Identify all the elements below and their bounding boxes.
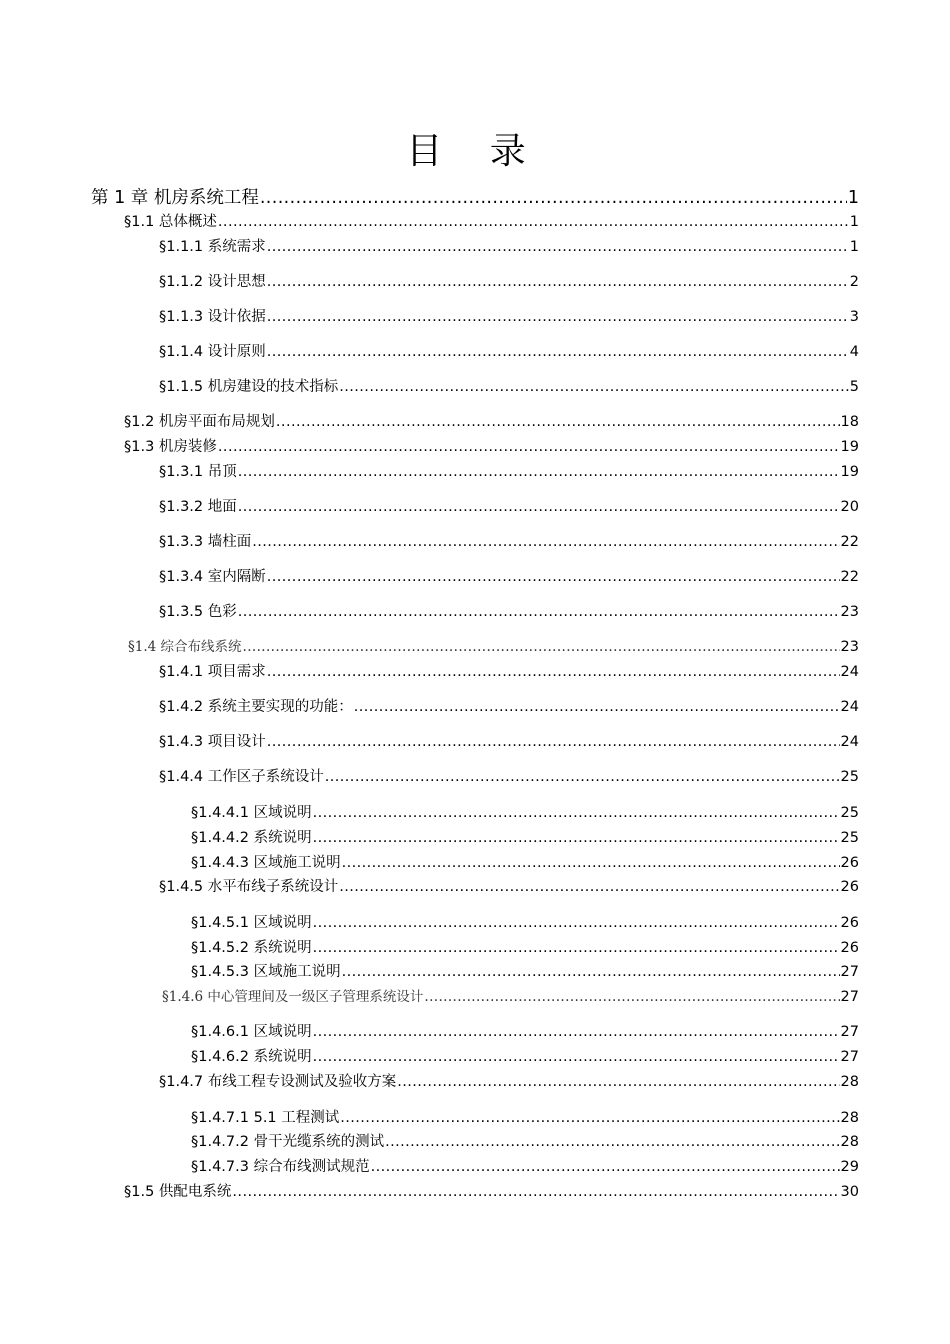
toc-page-number: 25 xyxy=(840,830,859,846)
dot-leader xyxy=(339,877,839,897)
toc-entry-subsection[interactable] xyxy=(159,462,859,482)
toc-entry-subsection[interactable] xyxy=(159,342,859,362)
toc-page-number: 5 xyxy=(849,379,859,395)
toc-page-number: 19 xyxy=(840,464,859,480)
toc-entry-section[interactable] xyxy=(124,412,859,432)
dot-leader xyxy=(424,987,839,1007)
toc-entry-subsubsection[interactable] xyxy=(191,853,859,873)
toc-label: §1.4.7.2 骨干光缆系统的测试 xyxy=(191,1134,385,1150)
toc-label: §1.4.6 中心管理间及一级区子管理系统设计 xyxy=(162,989,424,1005)
toc-entry-subsection[interactable] xyxy=(159,497,859,517)
toc-page-number: 29 xyxy=(840,1159,859,1175)
dot-leader xyxy=(342,853,840,873)
dot-leader xyxy=(313,913,840,933)
dot-leader xyxy=(238,497,840,517)
dot-leader xyxy=(267,662,840,682)
dot-leader xyxy=(267,237,849,257)
toc-label: §1.4.3 项目设计 xyxy=(159,734,266,750)
dot-leader xyxy=(340,1108,839,1128)
toc-page-number: 22 xyxy=(840,569,859,585)
toc-page-number: 24 xyxy=(840,699,859,715)
toc-entry-section[interactable] xyxy=(124,437,859,457)
dot-leader xyxy=(238,462,840,482)
toc-entry-subsection[interactable] xyxy=(159,532,859,552)
dot-leader xyxy=(218,212,849,232)
toc-label: §1.3.3 墙柱面 xyxy=(159,534,252,550)
toc-label: §1.4.4.3 区域施工说明 xyxy=(191,855,341,871)
toc-page-number: 28 xyxy=(840,1110,859,1126)
toc-label: §1.3.5 色彩 xyxy=(159,604,237,620)
dot-leader xyxy=(371,1157,840,1177)
toc-label: §1.4.5.1 区域说明 xyxy=(191,915,312,931)
toc-page-number: 2 xyxy=(849,274,859,290)
toc-label: §1.4.4.1 区域说明 xyxy=(191,805,312,821)
toc-page-number: 23 xyxy=(840,639,859,655)
dot-leader xyxy=(397,1072,839,1092)
toc-entry-subsection[interactable] xyxy=(159,697,859,717)
dot-leader xyxy=(339,377,849,397)
dot-leader xyxy=(313,938,840,958)
toc-entry-subsubsection[interactable] xyxy=(191,803,859,823)
toc-page-number: 26 xyxy=(840,879,859,895)
dot-leader xyxy=(313,1047,840,1067)
toc-label: §1.1.1 系统需求 xyxy=(159,239,266,255)
toc-label: §1.1.3 设计依据 xyxy=(159,309,266,325)
toc-label: §1.5 供配电系统 xyxy=(124,1184,232,1200)
toc-entry-subsubsection[interactable] xyxy=(191,1108,859,1128)
toc-entry-subsection[interactable] xyxy=(159,377,859,397)
toc-label: §1.3.1 吊顶 xyxy=(159,464,237,480)
toc-page-number: 4 xyxy=(849,344,859,360)
toc-page-number: 27 xyxy=(840,1049,859,1065)
toc-page-number: 3 xyxy=(849,309,859,325)
dot-leader xyxy=(232,1182,839,1202)
toc-label: §1.3.2 地面 xyxy=(159,499,237,515)
toc-page-number: 1 xyxy=(849,214,859,230)
dot-leader xyxy=(325,767,840,787)
dot-leader xyxy=(313,828,840,848)
toc-label: §1.3.4 室内隔断 xyxy=(159,569,266,585)
toc-page-number: 24 xyxy=(840,734,859,750)
toc-entry-subsection[interactable] xyxy=(162,987,859,1007)
dot-leader xyxy=(252,532,839,552)
toc-page-number: 27 xyxy=(840,989,859,1005)
toc-label: §1.4.5 水平布线子系统设计 xyxy=(159,879,339,895)
dot-leader xyxy=(267,567,840,587)
toc-label: §1.1.5 机房建设的技术指标 xyxy=(159,379,339,395)
toc-page-number: 26 xyxy=(840,915,859,931)
dot-leader xyxy=(267,307,849,327)
dot-leader xyxy=(313,803,840,823)
toc-entry-subsubsection[interactable] xyxy=(191,1022,859,1042)
toc-entry-section[interactable] xyxy=(128,637,859,657)
toc-page-number: 24 xyxy=(840,664,859,680)
toc-page-number: 1 xyxy=(849,239,859,255)
toc-label: §1.4.5.2 系统说明 xyxy=(191,940,312,956)
toc-entry-subsection[interactable] xyxy=(159,272,859,292)
toc-label: §1.1.2 设计思想 xyxy=(159,274,266,290)
toc-page-number: 22 xyxy=(840,534,859,550)
toc-page-number: 28 xyxy=(840,1134,859,1150)
toc-entry-subsection[interactable] xyxy=(159,567,859,587)
toc-label: §1.4.7.3 综合布线测试规范 xyxy=(191,1159,370,1175)
toc-label: §1.4.6.1 区域说明 xyxy=(191,1024,312,1040)
toc-page-number: 19 xyxy=(840,439,859,455)
toc-entry-subsection[interactable] xyxy=(159,307,859,327)
toc-entry-subsection[interactable] xyxy=(159,877,859,897)
toc-page-number: 18 xyxy=(840,414,859,430)
toc-page-number: 30 xyxy=(840,1184,859,1200)
toc-entry-chapter[interactable] xyxy=(91,187,859,209)
dot-leader xyxy=(385,1132,839,1152)
toc-label: §1.4.5.3 区域施工说明 xyxy=(191,964,341,980)
toc-entry-subsubsection[interactable] xyxy=(191,1132,859,1152)
toc-entry-subsection[interactable] xyxy=(159,732,859,752)
dot-leader xyxy=(342,962,840,982)
dot-leader xyxy=(313,1022,840,1042)
toc-label: §1.4.7 布线工程专设测试及验收方案 xyxy=(159,1074,397,1090)
toc-entry-section[interactable] xyxy=(124,212,859,232)
toc-label: §1.2 机房平面布局规划 xyxy=(124,414,275,430)
dot-leader xyxy=(267,732,840,752)
toc-label: §1.4.4 工作区子系统设计 xyxy=(159,769,324,785)
toc-label: §1.4 综合布线系统 xyxy=(128,639,242,655)
toc-title: 目 录 xyxy=(406,131,544,172)
toc-label: §1.4.2 系统主要实现的功能： xyxy=(159,699,353,715)
toc-label: §1.4.1 项目需求 xyxy=(159,664,266,680)
toc-page-number: 27 xyxy=(840,1024,859,1040)
toc-label: §1.4.6.2 系统说明 xyxy=(191,1049,312,1065)
toc-label: §1.4.4.2 系统说明 xyxy=(191,830,312,846)
toc-entry-subsubsection[interactable] xyxy=(191,938,859,958)
dot-leader xyxy=(354,697,840,717)
toc-entry-subsection[interactable] xyxy=(159,1072,859,1092)
toc-label: §1.3 机房装修 xyxy=(124,439,217,455)
toc-page-number: 23 xyxy=(840,604,859,620)
toc-label: §1.1 总体概述 xyxy=(124,214,217,230)
toc-entry-subsection[interactable] xyxy=(159,767,859,787)
toc-entry-subsubsection[interactable] xyxy=(191,1047,859,1067)
toc-entry-subsubsection[interactable] xyxy=(191,913,859,933)
dot-leader xyxy=(218,437,840,457)
dot-leader xyxy=(267,342,849,362)
toc-entry-subsection[interactable] xyxy=(159,662,859,682)
toc-label: §1.1.4 设计原则 xyxy=(159,344,266,360)
toc-entry-subsection[interactable] xyxy=(159,237,859,257)
toc-page-number: 27 xyxy=(840,964,859,980)
toc-label: 第 1 章 机房系统工程 xyxy=(91,188,259,208)
dot-leader xyxy=(260,187,847,209)
toc-entry-subsection[interactable] xyxy=(159,602,859,622)
toc-label: §1.4.7.1 5.1 工程测试 xyxy=(191,1110,340,1126)
toc-page-number: 25 xyxy=(840,805,859,821)
dot-leader xyxy=(276,412,840,432)
dot-leader xyxy=(238,602,840,622)
toc-page-number: 26 xyxy=(840,855,859,871)
toc-page-number: 25 xyxy=(840,769,859,785)
dot-leader xyxy=(243,637,840,657)
toc-entry-subsubsection[interactable] xyxy=(191,828,859,848)
toc-page-number: 20 xyxy=(840,499,859,515)
toc-entry-subsubsection[interactable] xyxy=(191,1157,859,1177)
toc-page-number: 1 xyxy=(847,188,859,208)
toc-page-number: 28 xyxy=(840,1074,859,1090)
toc-entry-subsubsection[interactable] xyxy=(191,962,859,982)
toc-page-number: 26 xyxy=(840,940,859,956)
dot-leader xyxy=(267,272,849,292)
toc-entry-section[interactable] xyxy=(124,1182,859,1202)
